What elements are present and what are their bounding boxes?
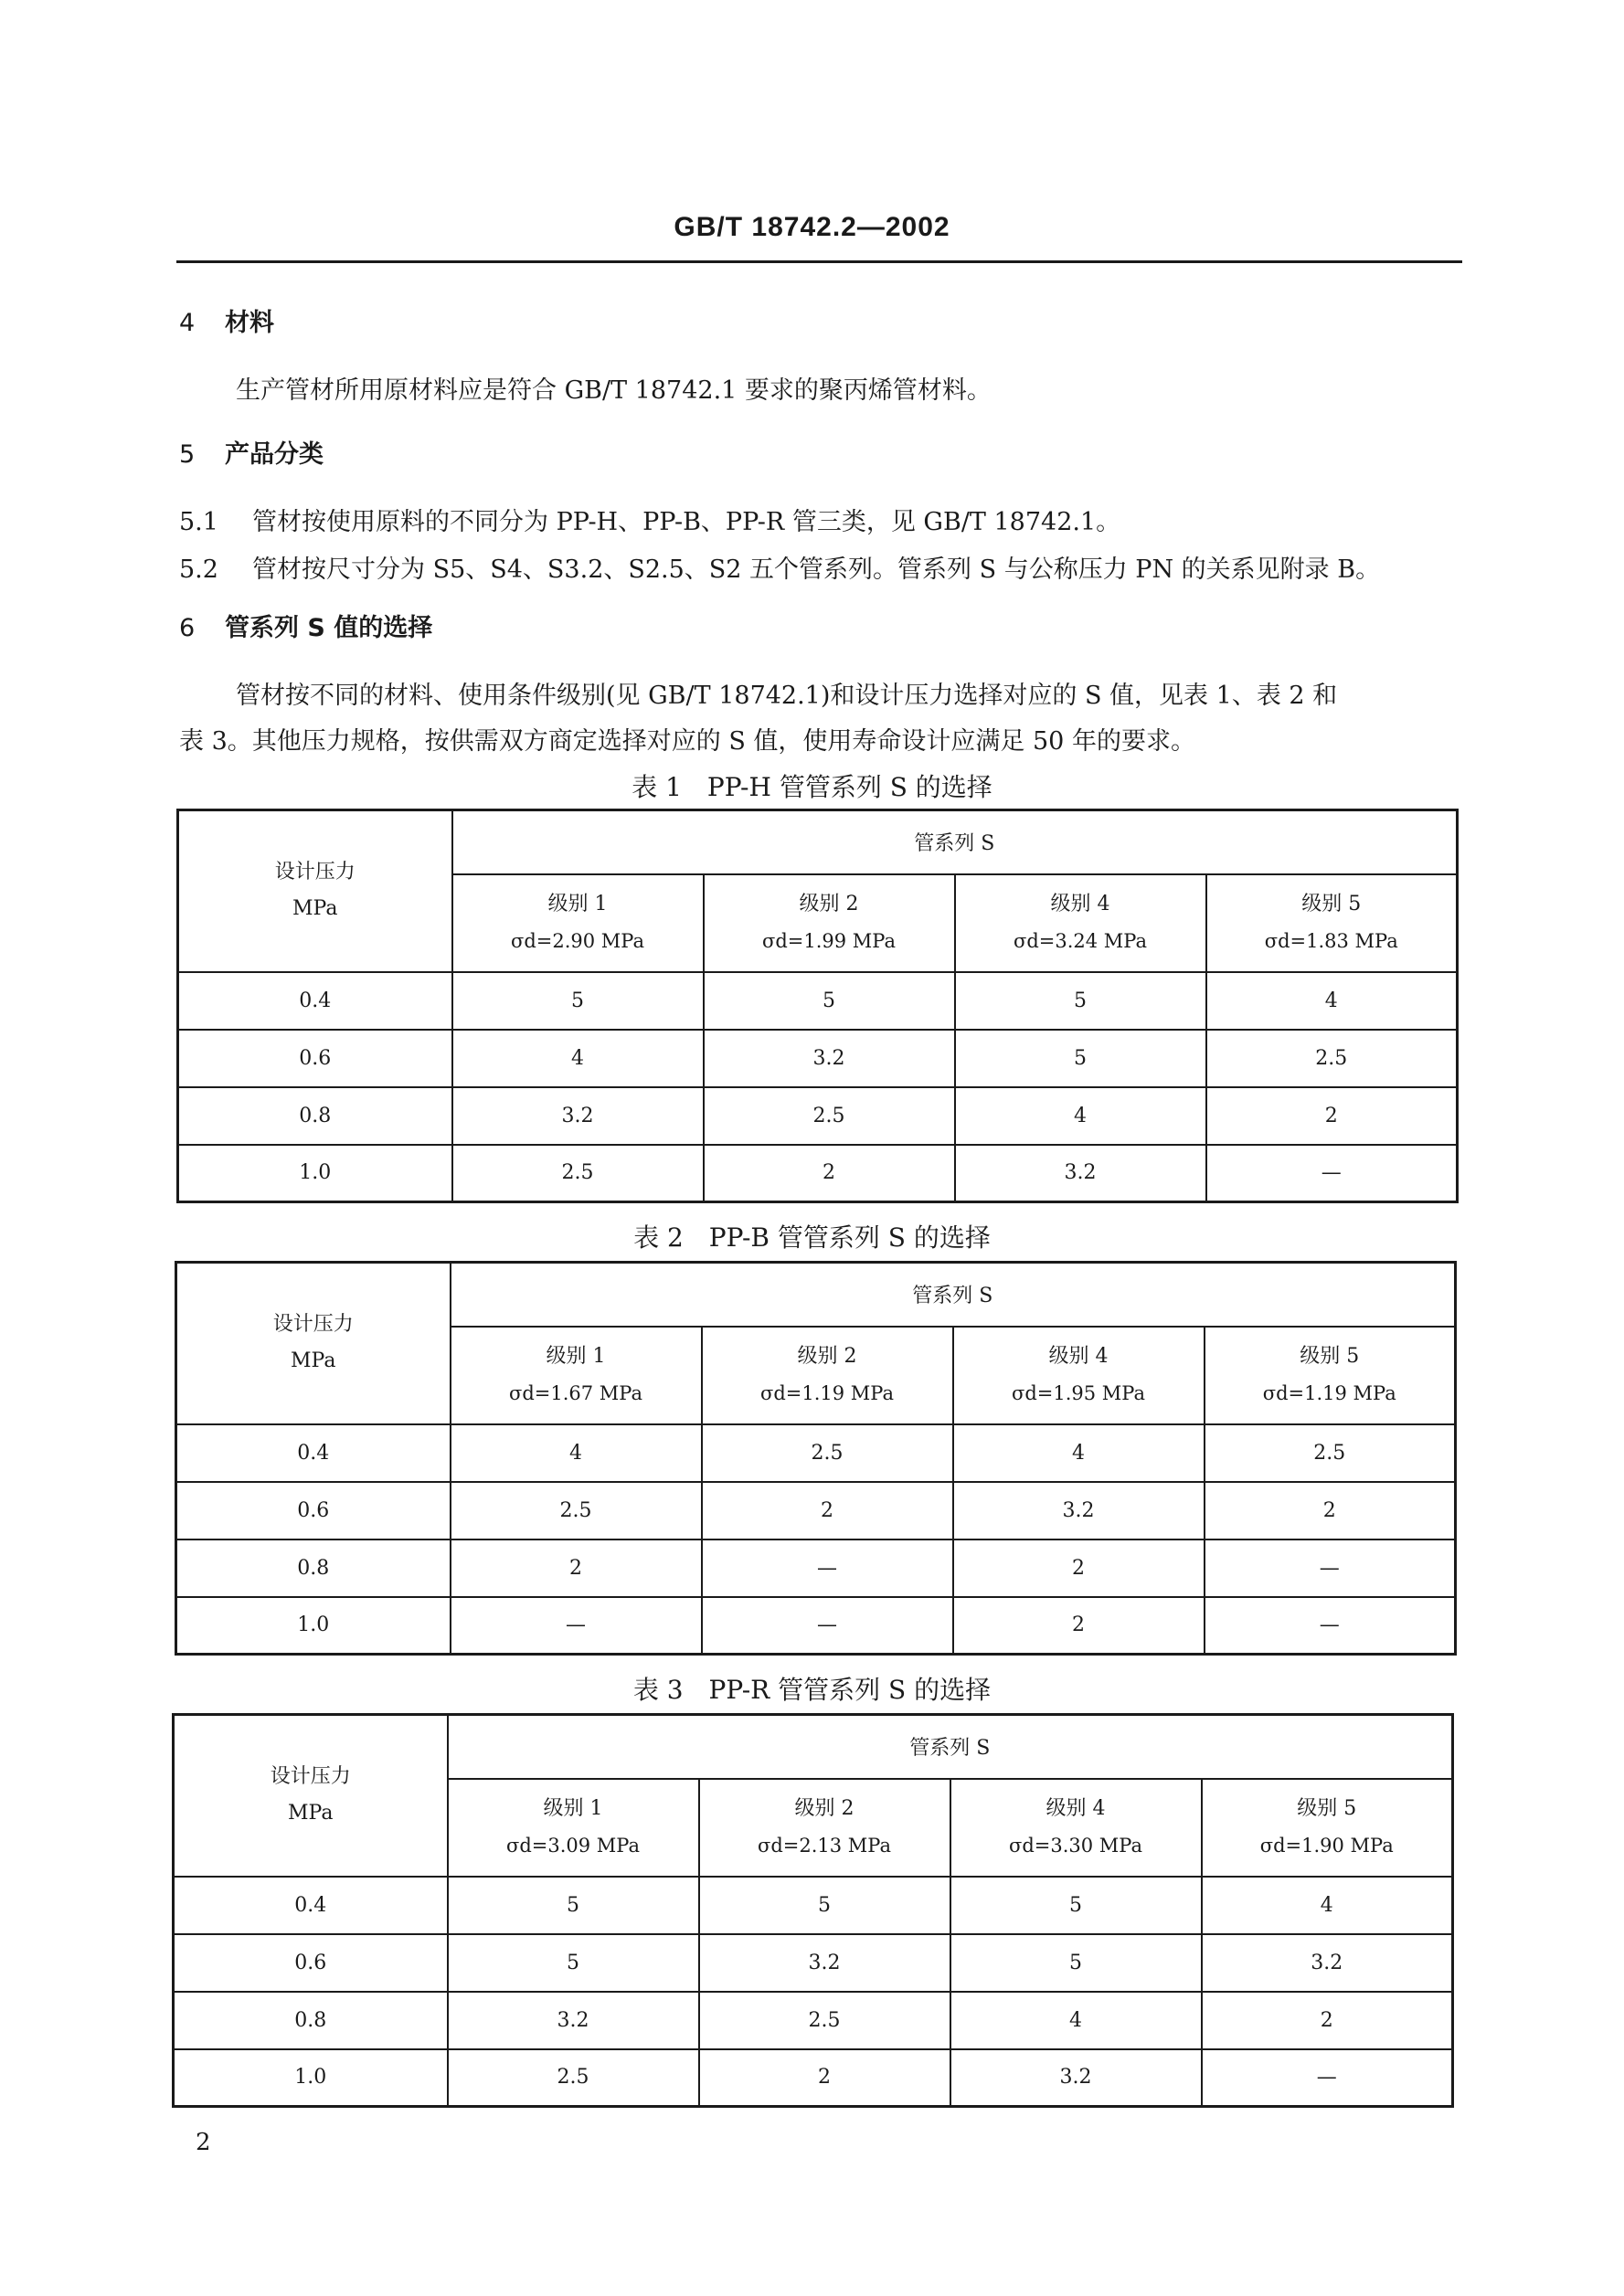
value-cell: 2 [1206, 1087, 1458, 1145]
value-cell: 5 [704, 972, 955, 1030]
pressure-header-unit: MPa [292, 897, 338, 921]
table-3-caption: 表 3 PP-R 管管系列 S 的选择 [632, 1675, 992, 1705]
value-cell: 3.2 [699, 1934, 950, 1992]
grade-label: 级别 5 [1300, 1345, 1360, 1368]
value-cell: 2 [702, 1482, 953, 1539]
value-cell: 2.5 [452, 1145, 704, 1202]
value-cell: 5 [955, 1030, 1206, 1087]
section-6-body-line-1: 管材按不同的材料、使用条件级别(见 GB/T 18742.1)和设计压力选择对应的 S 值，见表 1、表 2 和 [236, 682, 1338, 710]
value-cell: 2 [1202, 1992, 1453, 2049]
pressure-cell: 0.6 [174, 1934, 448, 1992]
pressure-header-cell [176, 1263, 451, 1424]
table-3 [172, 1713, 1454, 2108]
grade-header-cell [452, 874, 704, 972]
grade-header-cell [699, 1779, 950, 1877]
table-2 [175, 1261, 1457, 1656]
pressure-cell: 1.0 [174, 2049, 448, 2107]
pressure-cell: 1.0 [176, 1597, 451, 1655]
clause-5-1 [179, 504, 1120, 541]
grade-header-cell [953, 1327, 1205, 1424]
grade-sigma: σd=3.09 MPa [505, 1835, 640, 1857]
page-number: 2 [196, 2129, 211, 2156]
pressure-cell: 0.6 [178, 1030, 452, 1087]
table-row [178, 1145, 1458, 1202]
grade-header-cell [704, 874, 955, 972]
table-2-caption: 表 2 PP-B 管管系列 S 的选择 [633, 1222, 991, 1253]
pressure-header-label: 设计压力 [270, 1765, 351, 1789]
clause-5-1-text: 管材按使用原料的不同分为 PP-H、PP-B、PP-R 管三类，见 GB/T 18742.1。 [252, 508, 1121, 536]
section-6-number: 6 [179, 614, 196, 642]
table-row [174, 1877, 1453, 1934]
grade-sigma: σd=3.30 MPa [1008, 1835, 1142, 1857]
grade-sigma: σd=1.67 MPa [508, 1382, 642, 1404]
section-6-heading [179, 610, 432, 647]
table-row [178, 1030, 1458, 1087]
section-4-title: 材料 [225, 309, 274, 337]
value-cell: 5 [448, 1877, 699, 1934]
value-cell: 5 [950, 1877, 1202, 1934]
value-cell: 3.2 [950, 2049, 1202, 2107]
grade-sigma: σd=1.99 MPa [761, 930, 896, 952]
grade-sigma: σd=1.19 MPa [759, 1382, 894, 1404]
value-cell: 5 [448, 1934, 699, 1992]
table-1 [176, 809, 1459, 1203]
table-row [174, 1934, 1453, 1992]
page-header-title: GB/T 18742.2—2002 [674, 212, 950, 242]
section-6-body-line-2: 表 3。其他压力规格，按供需双方商定选择对应的 S 值，使用寿命设计应满足 50 年的要求。 [179, 727, 1195, 756]
value-cell: 4 [950, 1992, 1202, 2049]
value-cell: — [1205, 1539, 1456, 1597]
value-cell: 2.5 [451, 1482, 702, 1539]
grade-label: 级别 5 [1297, 1797, 1357, 1820]
grade-label: 级别 1 [546, 1345, 606, 1368]
pressure-cell: 0.8 [174, 1992, 448, 2049]
table-1-caption: 表 1 PP-H 管管系列 S 的选择 [632, 772, 992, 802]
value-cell: 2.5 [448, 2049, 699, 2107]
pressure-cell: 0.6 [176, 1482, 451, 1539]
pressure-cell: 0.4 [174, 1877, 448, 1934]
value-cell: 5 [955, 972, 1206, 1030]
value-cell: 4 [451, 1424, 702, 1482]
value-cell: 5 [699, 1877, 950, 1934]
grade-sigma: σd=1.83 MPa [1264, 930, 1398, 952]
value-cell: 4 [452, 1030, 704, 1087]
pressure-header-unit: MPa [291, 1349, 336, 1373]
value-cell: — [1202, 2049, 1453, 2107]
table-row [174, 2049, 1453, 2107]
series-header-cell: 管系列 S [448, 1715, 1453, 1779]
value-cell: — [702, 1597, 953, 1655]
value-cell: 5 [950, 1934, 1202, 1992]
value-cell: 2 [704, 1145, 955, 1202]
clause-5-1-number: 5.1 [179, 508, 218, 536]
value-cell: 2.5 [1206, 1030, 1458, 1087]
value-cell: 2 [699, 2049, 950, 2107]
value-cell: 4 [953, 1424, 1205, 1482]
value-cell: 2 [953, 1539, 1205, 1597]
series-header-cell: 管系列 S [451, 1263, 1456, 1327]
section-5-heading [179, 437, 324, 473]
table-row [176, 1424, 1456, 1482]
section-4-heading [179, 305, 274, 342]
pressure-cell: 1.0 [178, 1145, 452, 1202]
pressure-header-label: 设计压力 [272, 1313, 354, 1337]
value-cell: 2.5 [1205, 1424, 1456, 1482]
table-row [176, 1539, 1456, 1597]
grade-sigma: σd=1.90 MPa [1259, 1835, 1394, 1857]
value-cell: 3.2 [704, 1030, 955, 1087]
grade-label: 级别 2 [794, 1797, 854, 1820]
grade-header-cell [451, 1327, 702, 1424]
value-cell: 4 [1202, 1877, 1453, 1934]
value-cell: 2.5 [704, 1087, 955, 1145]
grade-sigma: σd=2.90 MPa [510, 930, 644, 952]
section-5-number: 5 [179, 440, 196, 469]
value-cell: 3.2 [448, 1992, 699, 2049]
clause-5-2 [179, 552, 1380, 588]
value-cell: — [1205, 1597, 1456, 1655]
grade-sigma: σd=3.24 MPa [1013, 930, 1147, 952]
value-cell: 2.5 [699, 1992, 950, 2049]
pressure-cell: 0.4 [178, 972, 452, 1030]
grade-header-cell [702, 1327, 953, 1424]
value-cell: 2 [953, 1597, 1205, 1655]
grade-label: 级别 2 [797, 1345, 857, 1368]
pressure-header-cell [178, 810, 452, 972]
pressure-header-unit: MPa [288, 1802, 334, 1825]
table-row [178, 1087, 1458, 1145]
value-cell: 2 [1205, 1482, 1456, 1539]
table-row [178, 972, 1458, 1030]
grade-label: 级别 4 [1050, 893, 1110, 915]
clause-5-2-number: 5.2 [179, 555, 218, 584]
value-cell: — [1206, 1145, 1458, 1202]
grade-label: 级别 1 [547, 893, 608, 915]
table-row [176, 1482, 1456, 1539]
value-cell: — [702, 1539, 953, 1597]
header-rule [176, 260, 1462, 263]
grade-label: 级别 2 [799, 893, 859, 915]
value-cell: 3.2 [1202, 1934, 1453, 1992]
grade-sigma: σd=2.13 MPa [757, 1835, 891, 1857]
grade-header-cell [950, 1779, 1202, 1877]
value-cell: 2 [451, 1539, 702, 1597]
grade-header-cell [1202, 1779, 1453, 1877]
pressure-cell: 0.8 [178, 1087, 452, 1145]
grade-label: 级别 4 [1048, 1345, 1109, 1368]
grade-label: 级别 4 [1046, 1797, 1106, 1820]
value-cell: 3.2 [955, 1145, 1206, 1202]
grade-header-cell [1205, 1327, 1456, 1424]
table-row [174, 1992, 1453, 2049]
value-cell: — [451, 1597, 702, 1655]
pressure-cell: 0.8 [176, 1539, 451, 1597]
grade-header-cell [955, 874, 1206, 972]
value-cell: 3.2 [953, 1482, 1205, 1539]
grade-sigma: σd=1.95 MPa [1011, 1382, 1145, 1404]
pressure-header-label: 设计压力 [274, 861, 356, 884]
grade-sigma: σd=1.19 MPa [1262, 1382, 1396, 1404]
section-4-body: 生产管材所用原材料应是符合 GB/T 18742.1 要求的聚丙烯管材料。 [236, 376, 992, 405]
value-cell: 4 [1206, 972, 1458, 1030]
table-row [176, 1597, 1456, 1655]
value-cell: 2.5 [702, 1424, 953, 1482]
grade-header-cell [1206, 874, 1458, 972]
value-cell: 4 [955, 1087, 1206, 1145]
pressure-header-cell [174, 1715, 448, 1877]
section-6-title: 管系列 S 值的选择 [225, 614, 433, 642]
grade-label: 级别 5 [1301, 893, 1362, 915]
grade-label: 级别 1 [543, 1797, 603, 1820]
pressure-cell: 0.4 [176, 1424, 451, 1482]
section-4-number: 4 [179, 309, 196, 337]
grade-header-cell [448, 1779, 699, 1877]
value-cell: 3.2 [452, 1087, 704, 1145]
clause-5-2-text: 管材按尺寸分为 S5、S4、S3.2、S2.5、S2 五个管系列。管系列 S 与公称压力 PN 的关系见附录 B。 [252, 555, 1381, 584]
series-header-cell: 管系列 S [452, 810, 1458, 874]
value-cell: 5 [452, 972, 704, 1030]
section-5-title: 产品分类 [225, 440, 324, 469]
